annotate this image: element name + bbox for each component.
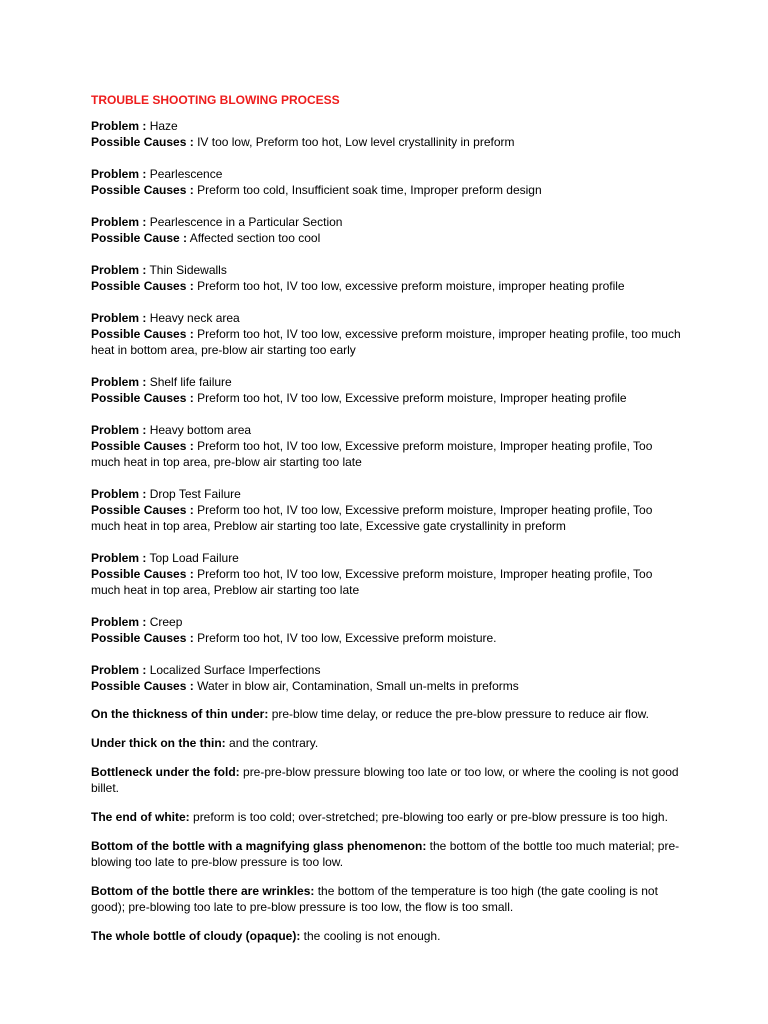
problem-label: Problem : [91, 487, 147, 501]
causes-label: Possible Causes : [91, 135, 194, 149]
causes-line [91, 390, 681, 406]
problem-label: Problem : [91, 263, 147, 277]
note-text: pre-blow time delay, or reduce the pre-blow pressure to reduce air flow. [271, 707, 649, 721]
problem-label: Problem : [91, 311, 147, 325]
problem-item [91, 214, 681, 246]
problem-text: Heavy neck area [149, 311, 240, 325]
problem-line [91, 310, 681, 326]
note-text: the bottom of the bottle too much material; pre-blowing too late to pre-blow pressure is too low. [91, 839, 680, 869]
problem-line [91, 214, 681, 230]
problem-line [91, 486, 681, 502]
problem-item [91, 166, 681, 198]
problem-item [91, 374, 681, 406]
causes-label: Possible Cause : [91, 231, 188, 245]
causes-label: Possible Causes : [91, 391, 194, 405]
note-label: The end of white: [91, 810, 190, 824]
causes-line [91, 678, 681, 694]
note-text: pre-pre-blow pressure blowing too late or too low, or where the cooling is not good billet. [91, 765, 679, 795]
note-text: preform is too cold; over-stretched; pre-blowing too early or pre-blow pressure is too high. [193, 810, 668, 824]
causes-text: IV too low, Preform too hot, Low level crystallinity in preform [197, 135, 515, 149]
causes-text: Preform too cold, Insufficient soak time, Improper preform design [197, 183, 542, 197]
notes-list [91, 706, 681, 944]
causes-line [91, 630, 681, 646]
causes-label: Possible Causes : [91, 631, 194, 645]
note-label: The whole bottle of cloudy (opaque): [91, 929, 301, 943]
note-text: the bottom of the temperature is too high (the gate cooling is not good); pre-blowing too late to pre-blow pressure is too low, the flow is too small. [91, 884, 658, 914]
problem-text: Drop Test Failure [149, 487, 241, 501]
problem-label: Problem : [91, 215, 147, 229]
problem-text: Top Load Failure [149, 551, 239, 565]
causes-line [91, 502, 681, 534]
problem-text: Pearlescence [149, 167, 223, 181]
causes-line [91, 278, 681, 294]
note-paragraph [91, 735, 681, 751]
causes-text: Preform too hot, IV too low, Excessive preform moisture, Improper heating profile, Too much heat in top area, Preblow air starting too late [91, 567, 653, 597]
problem-text: Thin Sidewalls [149, 263, 227, 277]
causes-label: Possible Causes : [91, 183, 194, 197]
problem-line [91, 550, 681, 566]
problem-item [91, 486, 681, 534]
problem-line [91, 374, 681, 390]
problem-line [91, 422, 681, 438]
problem-list [91, 118, 681, 694]
problem-line [91, 166, 681, 182]
causes-text: Water in blow air, Contamination, Small un-melts in preforms [197, 679, 519, 693]
note-label: Bottom of the bottle there are wrinkles: [91, 884, 315, 898]
note-paragraph [91, 706, 681, 722]
problem-label: Problem : [91, 375, 147, 389]
problem-item [91, 310, 681, 358]
causes-label: Possible Causes : [91, 503, 194, 517]
causes-text: Preform too hot, IV too low, Excessive preform moisture. [197, 631, 497, 645]
problem-label: Problem : [91, 551, 147, 565]
problem-item [91, 614, 681, 646]
causes-label: Possible Causes : [91, 439, 194, 453]
problem-item [91, 550, 681, 598]
causes-text: Preform too hot, IV too low, excessive preform moisture, improper heating profile, too much heat in bottom area, pre-blow air starting too early [91, 327, 681, 357]
causes-line [91, 230, 681, 246]
problem-line [91, 118, 681, 134]
problem-text: Heavy bottom area [149, 423, 252, 437]
causes-label: Possible Causes : [91, 279, 194, 293]
note-label: Bottom of the bottle with a magnifying glass phenomenon: [91, 839, 427, 853]
problem-text: Haze [149, 119, 178, 133]
causes-text: Preform too hot, IV too low, Excessive preform moisture, Improper heating profile, Too much heat in top area, Preblow air starting too late, Excessive gate crystallinity in preform [91, 503, 653, 533]
problem-text: Pearlescence in a Particular Section [149, 215, 343, 229]
causes-text: Preform too hot, IV too low, excessive preform moisture, improper heating profile [197, 279, 625, 293]
note-label: Bottleneck under the fold: [91, 765, 240, 779]
note-paragraph [91, 928, 681, 944]
note-text: and the contrary. [229, 736, 319, 750]
problem-label: Problem : [91, 119, 147, 133]
problem-item [91, 262, 681, 294]
causes-text: Affected section too cool [189, 231, 321, 245]
causes-label: Possible Causes : [91, 679, 194, 693]
causes-text: Preform too hot, IV too low, Excessive preform moisture, Improper heating profile [197, 391, 627, 405]
problem-label: Problem : [91, 663, 147, 677]
problem-line [91, 662, 681, 678]
note-paragraph [91, 838, 681, 870]
causes-text: Preform too hot, IV too low, Excessive preform moisture, Improper heating profile, Too much heat in top area, pre-blow air starting too late [91, 439, 653, 469]
causes-line [91, 182, 681, 198]
document-page [91, 92, 681, 957]
problem-line [91, 614, 681, 630]
problem-item [91, 662, 681, 694]
problem-line [91, 262, 681, 278]
note-label: On the thickness of thin under: [91, 707, 269, 721]
problem-label: Problem : [91, 167, 147, 181]
causes-line [91, 134, 681, 150]
note-paragraph [91, 883, 681, 915]
document-title: TROUBLE SHOOTING BLOWING PROCESS [91, 93, 340, 107]
note-label: Under thick on the thin: [91, 736, 226, 750]
problem-label: Problem : [91, 423, 147, 437]
problem-label: Problem : [91, 615, 147, 629]
note-text: the cooling is not enough. [303, 929, 441, 943]
problem-text: Localized Surface Imperfections [149, 663, 321, 677]
problem-text: Shelf life failure [149, 375, 232, 389]
causes-line [91, 326, 681, 358]
causes-label: Possible Causes : [91, 327, 194, 341]
note-paragraph [91, 764, 681, 796]
causes-line [91, 566, 681, 598]
causes-label: Possible Causes : [91, 567, 194, 581]
causes-line [91, 438, 681, 470]
problem-text: Creep [149, 615, 183, 629]
problem-item [91, 118, 681, 150]
problem-item [91, 422, 681, 470]
note-paragraph [91, 809, 681, 825]
